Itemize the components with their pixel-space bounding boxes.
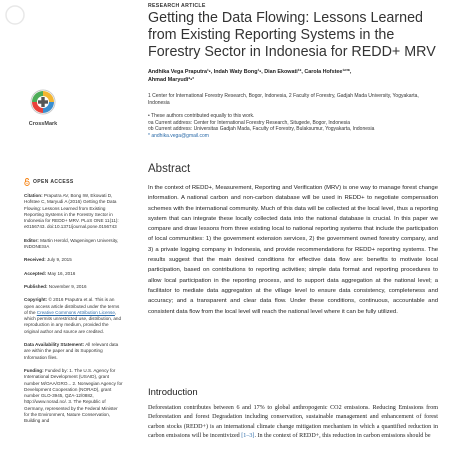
license-link[interactable]: Creative Commons Attribution License	[36, 309, 115, 315]
plos-logo[interactable]	[4, 4, 26, 26]
crossmark-label: CrossMark	[28, 121, 58, 127]
editor-key: Editor:	[24, 237, 39, 243]
accepted-date: May 16, 2016	[47, 270, 76, 276]
equal-contribution-note: • These authors contributed equally to this work.	[148, 113, 255, 119]
reference-link[interactable]: [1–3]	[241, 433, 255, 440]
intro-text-start: Deforestation contributes between 6 and 17% to global anthropogenic CO2 emissions. Reducing Emissions from Deforestation and forest Degradation including conservation, sustainable management and enhancement of forest carbon stocks (REDD+) is an international climate change mitigation mechanism in which a quantified reduction in carbon emissions will be incentivized	[148, 405, 438, 440]
published-block	[24, 284, 124, 290]
author-line-2: Ahmad Maryudi²•³	[148, 76, 194, 83]
author-list	[148, 69, 438, 84]
funding-block	[24, 368, 124, 425]
published-date: November 9, 2016	[48, 283, 87, 289]
received-key: Received:	[24, 257, 46, 263]
copyright-block	[24, 297, 124, 335]
introduction-heading: Introduction	[148, 387, 198, 398]
open-access-lock-icon	[24, 178, 30, 186]
author-line-1: Andhika Vega Praputra¹•, Indah Waty Bong¹•, Dian Ekowati¹², Carola Hofstee¹²³*,	[148, 69, 352, 75]
citation-key: Citation:	[24, 193, 43, 198]
received-block	[24, 257, 124, 263]
plos-logo-icon	[4, 4, 26, 26]
editor-text: Martin Herold, Wageningen University, INDONESIA	[24, 237, 119, 250]
editor-block	[24, 238, 124, 251]
introduction-text	[148, 404, 438, 442]
section-label: RESEARCH ARTICLE	[148, 3, 206, 9]
corresponding-email[interactable]: * andhika.vega@gmail.com	[148, 132, 209, 139]
affiliations: 1 Center for International Forestry Research, Bogor, Indonesia, 2 Faculty of Forestry, Gadjah Mada University, Yogyakarta, Indonesia	[148, 93, 419, 106]
intro-text-end: . In the context of REDD+, this reduction in carbon emissions should be	[254, 433, 431, 440]
author-notes	[148, 113, 438, 139]
open-access-label: OPEN ACCESS	[33, 178, 74, 185]
citation-block	[24, 193, 124, 231]
crossmark-badge[interactable]	[26, 89, 60, 127]
copyright-text-1: © 2016 Praputra et al. This is an open access article distributed under the terms of the	[24, 297, 120, 315]
data-availability-key: Data Availability Statement:	[24, 342, 85, 348]
data-availability-block	[24, 342, 124, 361]
accepted-key: Accepted:	[24, 270, 47, 276]
abstract-text: In the context of REDD+, Measurement, Reporting and Verification (MRV) is one way to manage forest change information. A national carbon and non-carbon database will be used in REDD+ to negotiate compensation schemes with the international community. Much of this data will be collected at the local level, thus a reporting system that can integrate these locally collected data into the national database is crucial. In this paper we compare and draw lessons from three existing local to national reporting systems that include the participation of local communities: 1) the government extension services, 2) the government owned forestry company, and 3) a private logging company in Indonesia, and provide recommendations for REDD+ reporting systems. The results suggest that the main desired conditions for effective data flow are: benefits to motivate local participation, based on contributions to reporting activities; simple data format and reporting procedures to allow local participation in the reporting process, and to support data aggregation at the national level; a facilitator to mediate data aggregation at the village level to ensure data consistency, completeness and accuracy; and a transparent and clear data flow. Under these conditions, continuous, accountable and consistent data flow from the local level will reach the national level where it can be fully utilized.	[148, 185, 438, 315]
funding-key: Funding:	[24, 367, 44, 373]
citation-text: Praputra AV, Bong IW, Ekowati D, Hofstee C, Maryudi A (2016) Getting the Data Flowing: Lessons Learned from Existing Reporting Systems in the Forestry Sector in Indonesia for REDD+ MRV. PLoS ONE 11(11): e0156743. doi:10.1371/journal.pone.0156743	[24, 193, 119, 230]
article-title: Getting the Data Flowing: Lessons Learned from Existing Reporting Systems in the Forestry Sector in Indonesia for REDD+ MRV	[148, 10, 436, 60]
copyright-text-2: , which permits unrestricted use, distribution, and reproduction in any medium, provided the original author and source are credited.	[24, 309, 122, 334]
article-sidebar	[24, 178, 124, 432]
abstract-heading: Abstract	[148, 163, 191, 175]
accepted-block	[24, 271, 124, 277]
copyright-key: Copyright:	[24, 297, 48, 303]
open-access-badge	[24, 178, 124, 186]
funding-text: Funded by: 1. The U.S. Agency for International Development (USAID), grant number M/OAA/GRO... 2. Norwegian Agency for Development Cooperation (NORAD), grant number GLO-3945, QZA-12/0882, http://www.norad.no/. 3. The Republic of Germany, represented by the Federal Minister for the Environment, Nature Conservation, Building and	[24, 367, 123, 424]
published-key: Published:	[24, 283, 48, 289]
current-address-a: ¤a Current address: Center for International Forestry Research, Situgede, Bogor, Indonesia	[148, 119, 351, 126]
data-availability-text: All relevant data are within the paper and its Supporting Information files.	[24, 342, 119, 360]
current-address-b: ¤b Current address: Universitas Gadjah Mada, Faculty of Forestry, Bulaksumur, Yogyakarta, Indonesia	[148, 126, 375, 133]
received-date: July 9, 2015	[47, 257, 72, 263]
crossmark-icon	[30, 89, 56, 115]
